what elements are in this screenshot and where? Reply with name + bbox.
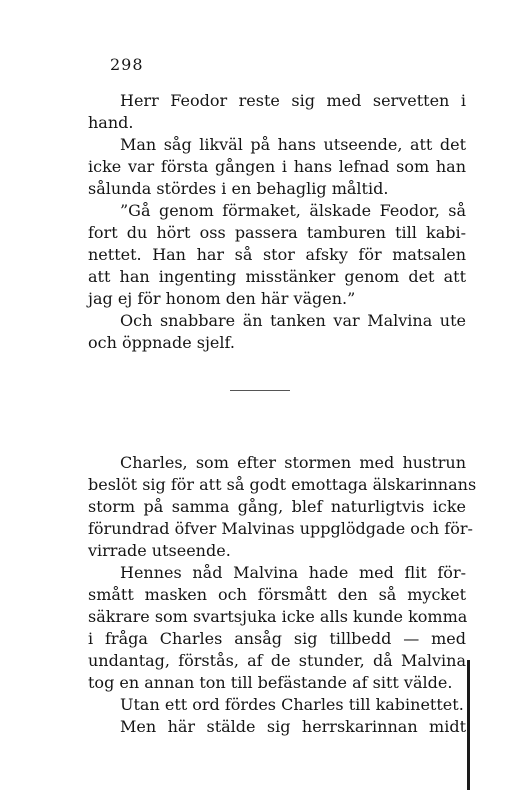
section-divider <box>230 390 290 391</box>
text-line: undantag, förstås, af de stunder, då Malvina <box>88 651 466 670</box>
text-line: ”Gå genom förmaket, älskade Feodor, så <box>120 201 466 220</box>
text-line: icke var första gången i hans lefnad som han <box>88 157 466 176</box>
text-line: Utan ett ord fördes Charles till kabinettet. <box>120 695 464 714</box>
text-line: sålunda stördes i en behaglig måltid. <box>88 179 389 198</box>
text-line: Men här stälde sig herrskarinnan midt <box>120 717 466 736</box>
text-line: beslöt sig för att så godt emottaga älskarinnans <box>88 475 477 494</box>
text-line: Man såg likväl på hans utseende, att det <box>120 135 466 154</box>
text-line: virrade utseende. <box>88 541 231 560</box>
text-line: hand. <box>88 113 134 132</box>
text-line: och öppnade sjelf. <box>88 333 235 352</box>
text-line: storm på samma gång, blef naturligtvis icke <box>88 497 466 516</box>
text-line: säkrare som svartsjuka icke alls kunde komma <box>88 607 468 626</box>
text-line: tog en annan ton till befästande af sitt välde. <box>88 673 453 692</box>
text-line: Hennes nåd Malvina hade med flit för- <box>120 563 466 582</box>
text-line: förundrad öfver Malvinas uppglödgade och för- <box>88 519 473 538</box>
text-line: Och snabbare än tanken var Malvina ute <box>120 311 466 330</box>
text-line: nettet. Han har så stor afsky för matsalen <box>88 245 466 264</box>
text-line: fort du hört oss passera tamburen till kabi- <box>88 223 466 242</box>
page-edge-mark <box>467 660 470 790</box>
text-line: i fråga Charles ansåg sig tillbedd — med <box>88 629 466 648</box>
text-section-1 <box>88 90 466 354</box>
text-line: Herr Feodor reste sig med servetten i <box>120 91 466 110</box>
text-line: smått masken och försmått den så mycket <box>88 585 466 604</box>
text-section-2 <box>88 452 477 738</box>
text-line: Charles, som efter stormen med hustrun <box>120 453 466 472</box>
text-line: att han ingenting misstänker genom det att <box>88 267 466 286</box>
text-line: jag ej för honom den här vägen.” <box>88 289 356 308</box>
page-number: 298 <box>110 55 144 74</box>
